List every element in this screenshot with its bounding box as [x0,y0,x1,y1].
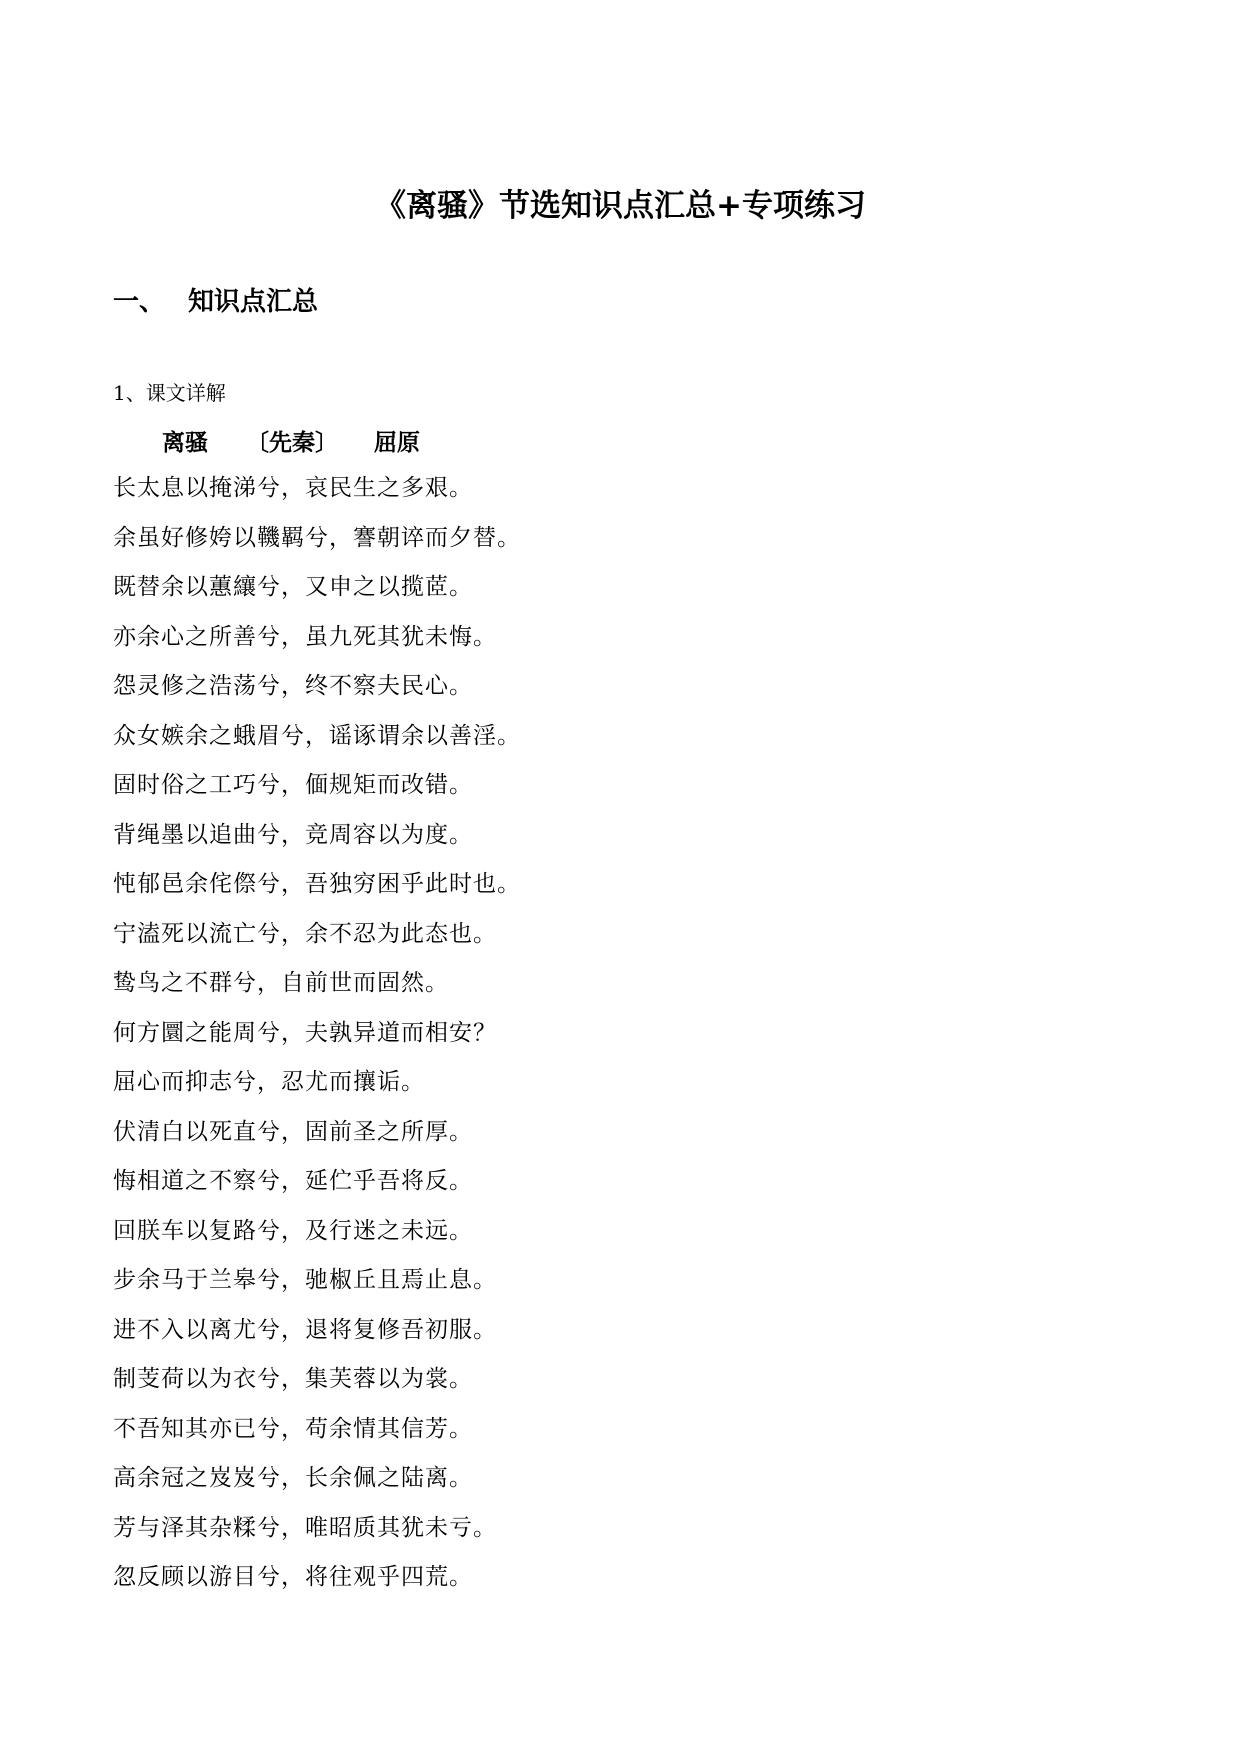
poem-line: 忽反顾以游目兮，将往观乎四荒。 [113,1564,473,1590]
poem-line: 屈心而抑志兮，忍尤而攘诟。 [113,1069,425,1095]
poem-line: 余虽好修姱以鞿羁兮，謇朝谇而夕替。 [113,524,521,551]
poem-line: 悔相道之不察兮，延伫乎吾将反。 [113,1168,473,1194]
poem-title: 离骚 [162,430,208,456]
poem-line: 鸷鸟之不群兮，自前世而固然。 [113,970,449,996]
poem-header [162,427,420,459]
poem-text [113,472,521,1611]
poem-line: 制芰荷以为衣兮，集芙蓉以为裳。 [113,1366,473,1392]
poem-dynasty: 〔先秦〕 [246,430,338,456]
poem-line: 回朕车以复路兮，及行迷之未远。 [113,1217,473,1244]
poem-line: 背绳墨以追曲兮，竞周容以为度。 [113,821,473,848]
poem-line: 步余马于兰皋兮，驰椒丘且焉止息。 [113,1267,497,1293]
poem-line: 固时俗之工巧兮，偭规矩而改错。 [113,772,473,798]
poem-line: 长太息以掩涕兮，哀民生之多艰。 [113,475,473,501]
poem-line: 不吾知其亦已兮，苟余情其信芳。 [113,1415,473,1442]
section-title: 知识点汇总 [188,287,319,317]
poem-author: 屈原 [374,430,420,456]
section-heading [113,284,318,320]
poem-line: 何方圜之能周兮，夫孰异道而相安？ [113,1019,497,1046]
poem-line: 忳郁邑余侘傺兮，吾独穷困乎此时也。 [113,871,521,897]
section-number: 一、 [113,287,166,317]
subsection-heading: 1、课文详解 [113,381,226,405]
poem-line: 芳与泽其杂糅兮，唯昭质其犹未亏。 [113,1514,497,1541]
poem-line: 众女嫉余之蛾眉兮，谣诼谓余以善淫。 [113,722,521,749]
document-title: 《离骚》节选知识点汇总+专项练习 [375,188,866,224]
poem-line: 既替余以蕙纕兮，又申之以揽茝。 [113,574,473,600]
poem-line: 伏清白以死直兮，固前圣之所厚。 [113,1118,473,1145]
poem-line: 高余冠之岌岌兮，长余佩之陆离。 [113,1465,473,1491]
poem-line: 宁溘死以流亡兮，余不忍为此态也。 [113,920,497,947]
poem-line: 怨灵修之浩荡兮，终不察夫民心。 [113,673,473,699]
poem-line: 进不入以离尤兮，退将复修吾初服。 [113,1316,497,1343]
poem-line: 亦余心之所善兮，虽九死其犹未悔。 [113,623,497,650]
